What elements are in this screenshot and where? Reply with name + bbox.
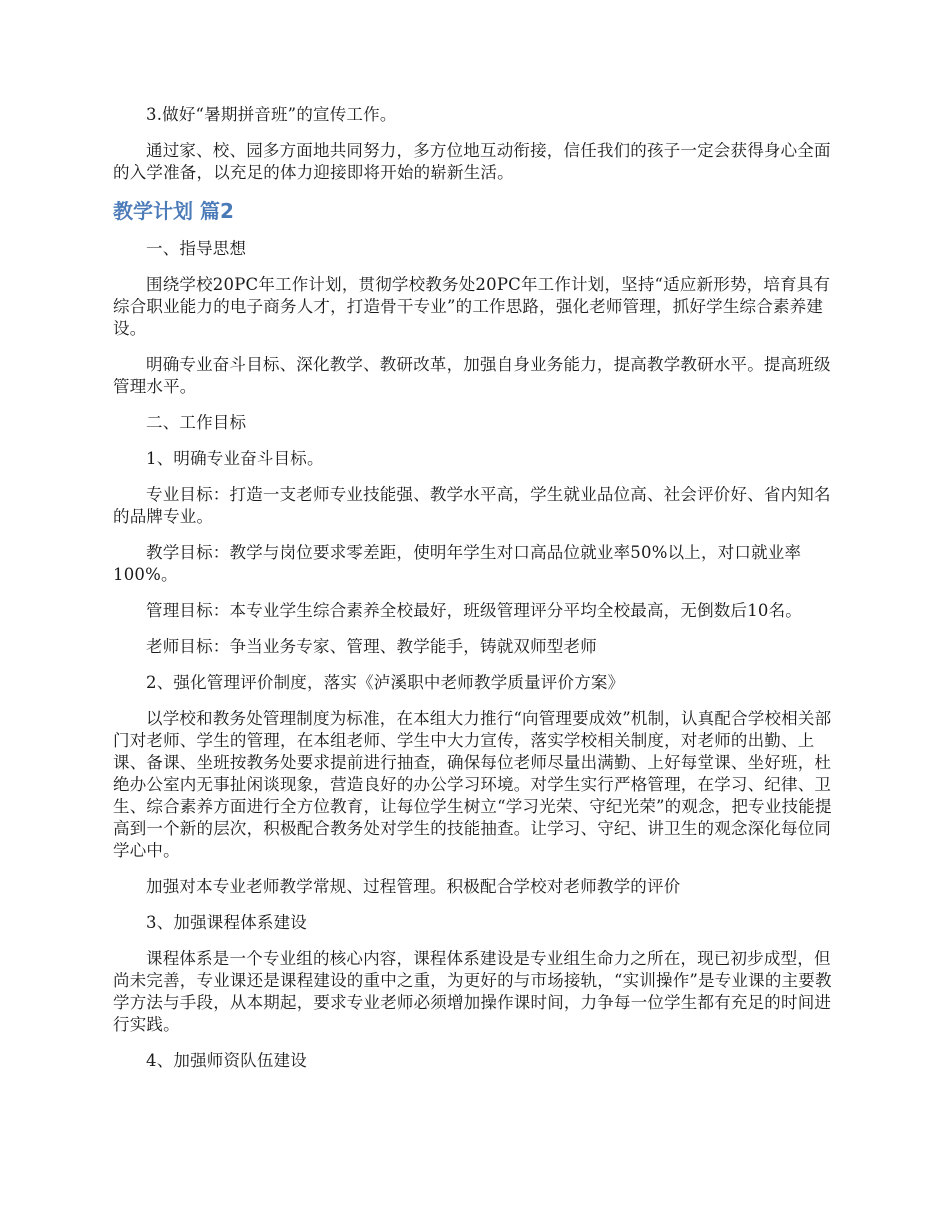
paragraph-management-details: 以学校和教务处管理制度为标准，在本组大力推行“向管理要成效”机制，认真配合学校相关部门对老师、学生的管理，在本组老师、学生中大力宣传，落实学校相关制度，对老师的出勤、上课、备课、坐班按教务处要求提前进行抽查，确保每位老师尽量出满勤、上好每堂课、坐好班，杜绝办公室内无事扯闲谈现象，营造良好的办公学习环境。对学生实行严格管理，在学习、纪律、卫生、综合素养方面进行全方位教育，让每位学生树立“学习光荣、守纪光荣”的观念，把专业技能提高到一个新的层次，积极配合教务处对学生的技能抽查。让学习、守纪、讲卫生的观念深化每位同学心中。 [113, 709, 832, 860]
document-page [113, 104, 838, 1086]
paragraph-management-target: 管理目标：本专业学生综合素养全校最好，班级管理评分平均全校最高，无倒数后10名。 [146, 601, 802, 620]
item-curriculum: 3、加强课程体系建设 [146, 913, 307, 932]
paragraph-teaching-routine: 加强对本专业老师教学常规、过程管理。积极配合学校对老师教学的评价 [146, 877, 681, 896]
section-heading: 教学计划 篇2 [113, 199, 234, 223]
paragraph-publicity: 3.做好“暑期拼音班”的宣传工作。 [146, 105, 397, 124]
heading-work-goals: 二、工作目标 [146, 413, 247, 432]
item-professional-goals: 1、明确专业奋斗目标。 [146, 449, 324, 468]
paragraph-work-plan: 围绕学校20PC年工作计划，贯彻学校教务处20PC年工作计划，坚持“适应新形势，培育具有综合职业能力的电子商务人才，打造骨干专业”的工作思路，强化老师管理，抓好学生综合素养建设。 [113, 275, 831, 338]
paragraph-goals-summary: 明确专业奋斗目标、深化教学、教研改革，加强自身业务能力，提高教学教研水平。提高班级管理水平。 [113, 355, 831, 396]
item-evaluation-system: 2、强化管理评价制度，落实《泸溪职中老师教学质量评价方案》 [146, 673, 625, 692]
item-teaching-staff: 4、加强师资队伍建设 [146, 1051, 307, 1070]
paragraph-cooperation: 通过家、校、园多方面地共同努力，多方位地互动衔接，信任我们的孩子一定会获得身心全面的入学准备，以充足的体力迎接即将开始的崭新生活。 [113, 141, 831, 182]
paragraph-teaching-target: 教学目标：教学与岗位要求零差距，使明年学生对口高品位就业率50%以上，对口就业率100%。 [113, 543, 802, 584]
paragraph-curriculum-details: 课程体系是一个专业组的核心内容，课程体系建设是专业组生命力之所在，现已初步成型，但尚未完善，专业课还是课程建设的重中之重，为更好的与市场接轨，“实训操作”是专业课的主要教学方法与手段，从本期起，要求专业老师必须增加操作课时间，力争每一位学生都有充足的时间进行实践。 [113, 949, 832, 1034]
heading-guiding-ideology: 一、指导思想 [146, 239, 247, 258]
paragraph-teacher-target: 老师目标：争当业务专家、管理、教学能手，铸就双师型老师 [146, 637, 597, 656]
paragraph-professional-target: 专业目标：打造一支老师专业技能强、教学水平高，学生就业品位高、社会评价好、省内知名的品牌专业。 [113, 485, 831, 526]
